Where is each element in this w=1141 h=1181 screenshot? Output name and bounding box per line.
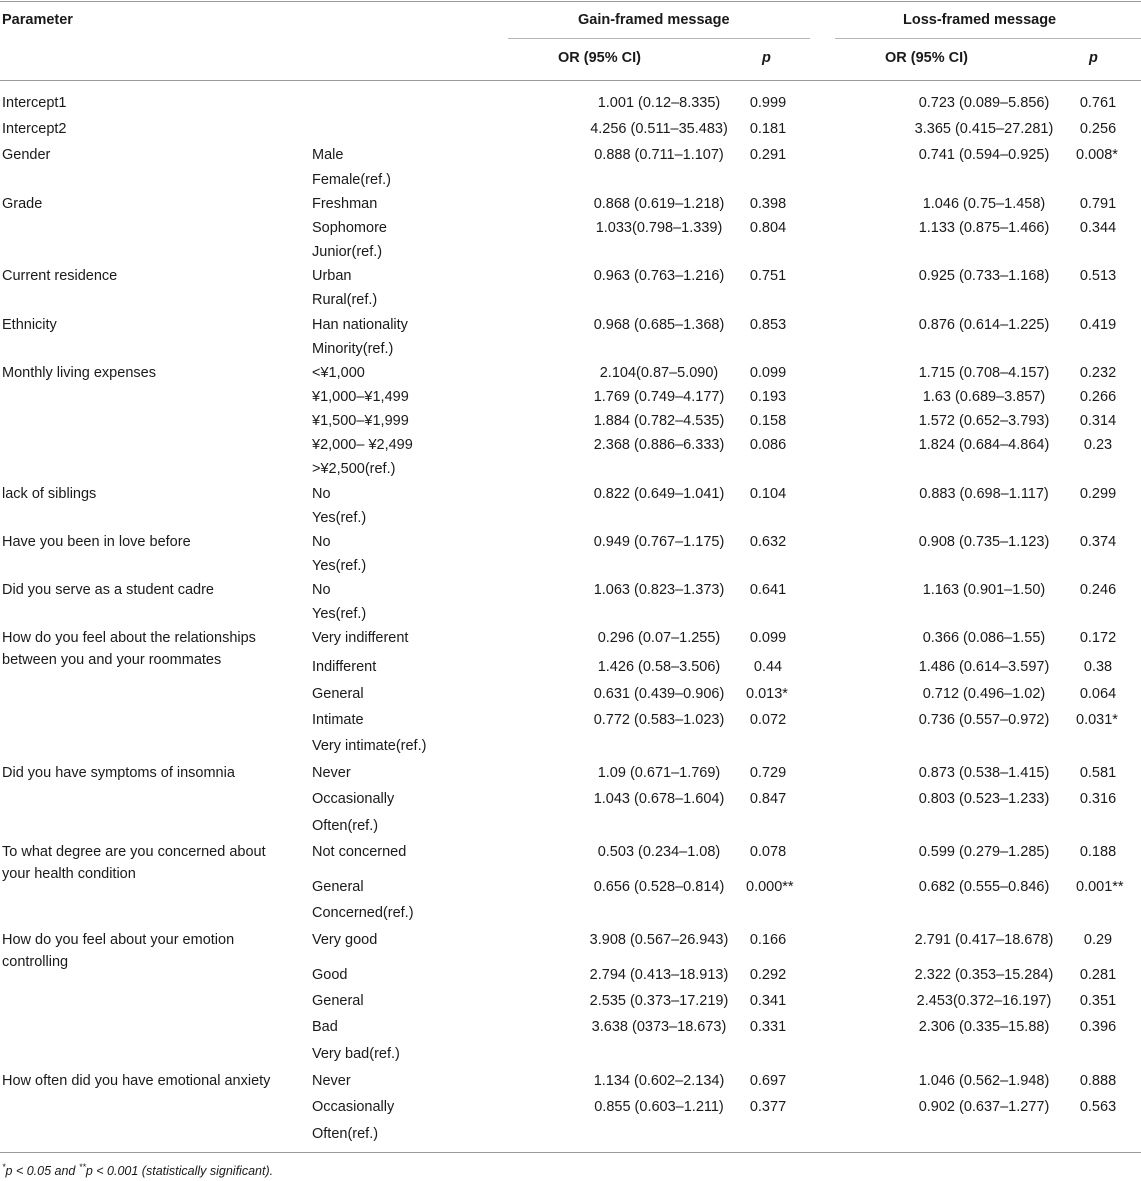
header-gain-framed: Gain-framed message [578, 12, 730, 28]
parameter-cell: your health condition [2, 866, 136, 882]
loss-p-cell: 0.064 [1079, 686, 1117, 702]
loss-p-cell: 0.29 [1083, 932, 1113, 948]
loss-p-cell: 0.299 [1079, 486, 1117, 502]
gain-or-cell: 0.963 (0.763–1.216) [593, 268, 725, 284]
gain-p-cell: 0.166 [749, 932, 787, 948]
parameter-cell: Did you serve as a student cadre [2, 582, 214, 598]
level-cell: Freshman [312, 196, 378, 212]
gain-p-cell: 0.377 [749, 1099, 787, 1115]
gain-p-cell: 0.104 [749, 486, 787, 502]
loss-or-cell: 0.883 (0.698–1.117) [919, 486, 1049, 502]
gain-p-cell: 0.853 [749, 317, 787, 333]
level-cell: Very good [312, 932, 378, 948]
gain-or-cell: 0.656 (0.528–0.814) [593, 879, 725, 895]
loss-or-cell: 0.902 (0.637–1.277) [918, 1099, 1050, 1115]
gain-p-cell: 0.341 [749, 993, 787, 1009]
loss-or-cell: 0.908 (0.735–1.123) [918, 534, 1050, 550]
gain-p-cell: 0.331 [749, 1019, 787, 1035]
loss-p-cell: 0.581 [1079, 765, 1117, 781]
loss-p-cell: 0.256 [1079, 121, 1117, 137]
gain-or-cell: 0.855 (0.603–1.211) [594, 1099, 724, 1115]
gain-or-cell: 4.256 (0.511–35.483) [590, 121, 728, 137]
gain-p-cell: 0.000** [746, 879, 794, 895]
level-cell: Yes(ref.) [312, 558, 367, 574]
loss-or-cell: 0.599 (0.279–1.285) [918, 844, 1050, 860]
gain-p-cell: 0.641 [749, 582, 787, 598]
table-top-rule [0, 1, 1141, 2]
header-gain-or: OR (95% CI) [558, 50, 641, 66]
gain-p-cell: 0.078 [749, 844, 787, 860]
loss-or-cell: 2.322 (0.353–15.284) [914, 967, 1054, 983]
header-bottom-rule [0, 80, 1141, 81]
parameter-cell: To what degree are you concerned about [2, 844, 266, 860]
loss-p-cell: 0.246 [1079, 582, 1117, 598]
loss-or-cell: 3.365 (0.415–27.281) [914, 121, 1054, 137]
gain-p-cell: 0.291 [749, 147, 787, 163]
parameter-cell: controlling [2, 954, 69, 970]
parameter-cell: Have you been in love before [2, 534, 191, 550]
footnote-text-2: p < 0.001 (statistically significant). [85, 1164, 274, 1179]
gain-p-cell: 0.751 [749, 268, 787, 284]
gain-p-cell: 0.999 [749, 95, 787, 111]
level-cell: No [312, 486, 331, 502]
gain-or-cell: 1.134 (0.602–2.134) [593, 1073, 725, 1089]
level-cell: Good [312, 967, 348, 983]
gain-or-cell: 0.772 (0.583–1.023) [593, 712, 725, 728]
gain-or-cell: 1.09 (0.671–1.769) [597, 765, 721, 781]
level-cell: ¥1,500–¥1,999 [312, 413, 409, 429]
gain-p-cell: 0.632 [749, 534, 787, 550]
gain-or-cell: 1.769 (0.749–4.177) [593, 389, 725, 405]
footnote-star-double: ** [78, 1162, 86, 1172]
level-cell: General [312, 686, 364, 702]
loss-or-cell: 0.803 (0.523–1.233) [918, 791, 1050, 807]
gain-or-cell: 0.503 (0.234–1.08) [597, 844, 721, 860]
header-loss-framed: Loss-framed message [903, 12, 1057, 28]
footnote-text-1: p < 0.05 and [5, 1164, 79, 1179]
gain-or-cell: 0.822 (0.649–1.041) [593, 486, 725, 502]
loss-p-cell: 0.008* [1076, 147, 1118, 163]
loss-or-cell: 1.046 (0.75–1.458) [922, 196, 1046, 212]
gain-or-cell: 2.794 (0.413–18.913) [589, 967, 729, 983]
gain-or-cell: 1.884 (0.782–4.535) [593, 413, 725, 429]
loss-or-cell: 1.163 (0.901–1.50) [922, 582, 1046, 598]
loss-or-cell: 1.133 (0.875–1.466) [918, 220, 1050, 236]
level-cell: Occasionally [312, 791, 395, 807]
loss-p-cell: 0.031* [1076, 712, 1118, 728]
gain-or-cell: 0.888 (0.711–1.107) [594, 147, 724, 163]
parameter-cell: Current residence [2, 268, 118, 284]
gain-or-cell: 1.063 (0.823–1.373) [593, 582, 725, 598]
gain-p-cell: 0.804 [749, 220, 787, 236]
loss-p-cell: 0.374 [1079, 534, 1117, 550]
loss-p-cell: 0.351 [1079, 993, 1117, 1009]
gain-p-cell: 0.099 [749, 365, 787, 381]
loss-p-cell: 0.188 [1079, 844, 1117, 860]
loss-or-cell: 0.925 (0.733–1.168) [918, 268, 1050, 284]
level-cell: General [312, 879, 364, 895]
header-loss-p: p [1089, 50, 1098, 66]
loss-p-cell: 0.888 [1079, 1073, 1117, 1089]
level-cell: Never [312, 1073, 351, 1089]
loss-p-cell: 0.396 [1079, 1019, 1117, 1035]
loss-p-cell: 0.001** [1076, 879, 1124, 895]
gain-p-cell: 0.099 [749, 630, 787, 646]
level-cell: ¥1,000–¥1,499 [312, 389, 409, 405]
table-bottom-rule [0, 1152, 1141, 1153]
level-cell: Minority(ref.) [312, 341, 394, 357]
gain-or-cell: 0.949 (0.767–1.175) [593, 534, 725, 550]
header-parameter: Parameter [2, 12, 73, 28]
parameter-cell: How do you feel about the relationships [2, 630, 256, 646]
loss-p-cell: 0.38 [1083, 659, 1113, 675]
loss-or-cell: 0.712 (0.496–1.02) [922, 686, 1046, 702]
gain-p-cell: 0.072 [749, 712, 787, 728]
loss-p-cell: 0.314 [1079, 413, 1117, 429]
level-cell: Occasionally [312, 1099, 395, 1115]
gain-or-cell: 1.001 (0.12–8.335) [597, 95, 721, 111]
level-cell: General [312, 993, 364, 1009]
parameter-cell: Ethnicity [2, 317, 57, 333]
parameter-cell: Grade [2, 196, 43, 212]
level-cell: Very intimate(ref.) [312, 738, 427, 754]
parameter-cell: How do you feel about your emotion [2, 932, 235, 948]
level-cell: Often(ref.) [312, 1126, 379, 1142]
loss-or-cell: 1.715 (0.708–4.157) [918, 365, 1050, 381]
loss-or-cell: 1.824 (0.684–4.864) [918, 437, 1050, 453]
gain-or-cell: 2.368 (0.886–6.333) [593, 437, 725, 453]
loss-or-cell: 1.572 (0.652–3.793) [918, 413, 1050, 429]
gain-or-cell: 0.296 (0.07–1.255) [597, 630, 721, 646]
loss-p-cell: 0.344 [1079, 220, 1117, 236]
header-gain-p: p [762, 50, 771, 66]
gain-p-cell: 0.181 [749, 121, 787, 137]
loss-or-cell: 2.791 (0.417–18.678) [914, 932, 1054, 948]
parameter-cell: How often did you have emotional anxiety [2, 1073, 271, 1089]
parameter-cell: lack of siblings [2, 486, 97, 502]
level-cell: Often(ref.) [312, 818, 379, 834]
loss-or-cell: 0.723 (0.089–5.856) [918, 95, 1050, 111]
gain-p-cell: 0.44 [753, 659, 783, 675]
gain-or-cell: 3.638 (0373–18.673) [591, 1019, 727, 1035]
parameter-cell: between you and your roommates [2, 652, 222, 668]
loss-p-cell: 0.419 [1079, 317, 1117, 333]
level-cell: Junior(ref.) [312, 244, 383, 260]
level-cell: Yes(ref.) [312, 510, 367, 526]
gain-p-cell: 0.729 [749, 765, 787, 781]
level-cell: Yes(ref.) [312, 606, 367, 622]
loss-or-cell: 1.63 (0.689–3.857) [922, 389, 1046, 405]
parameter-cell: Monthly living expenses [2, 365, 156, 381]
parameter-cell: Gender [2, 147, 51, 163]
gain-or-cell: 0.868 (0.619–1.218) [593, 196, 725, 212]
gain-p-cell: 0.292 [749, 967, 787, 983]
level-cell: Concerned(ref.) [312, 905, 414, 921]
level-cell: No [312, 582, 331, 598]
loss-or-cell: 0.873 (0.538–1.415) [918, 765, 1050, 781]
level-cell: >¥2,500(ref.) [312, 461, 396, 477]
level-cell: ¥2,000– ¥2,499 [312, 437, 413, 453]
parameter-cell: Intercept2 [2, 121, 67, 137]
level-cell: No [312, 534, 331, 550]
loss-or-cell: 1.046 (0.562–1.948) [918, 1073, 1050, 1089]
gain-or-cell: 1.033(0.798–1.339) [595, 220, 723, 236]
level-cell: Intimate [312, 712, 364, 728]
gain-or-cell: 1.043 (0.678–1.604) [593, 791, 725, 807]
gain-or-cell: 2.535 (0.373–17.219) [589, 993, 729, 1009]
parameter-cell: Did you have symptoms of insomnia [2, 765, 235, 781]
gain-p-cell: 0.158 [749, 413, 787, 429]
gain-p-cell: 0.847 [749, 791, 787, 807]
parameter-cell: Intercept1 [2, 95, 67, 111]
gain-p-cell: 0.398 [749, 196, 787, 212]
gain-or-cell: 0.631 (0.439–0.906) [593, 686, 725, 702]
header-loss-or: OR (95% CI) [885, 50, 968, 66]
gain-group-rule [508, 38, 810, 39]
loss-p-cell: 0.266 [1079, 389, 1117, 405]
footnote [2, 1162, 273, 1178]
loss-p-cell: 0.172 [1079, 630, 1117, 646]
level-cell: Female(ref.) [312, 172, 391, 188]
loss-p-cell: 0.791 [1079, 196, 1117, 212]
loss-or-cell: 0.736 (0.557–0.972) [918, 712, 1050, 728]
loss-p-cell: 0.563 [1079, 1099, 1117, 1115]
loss-p-cell: 0.316 [1079, 791, 1117, 807]
loss-or-cell: 2.306 (0.335–15.88) [918, 1019, 1050, 1035]
loss-group-rule [835, 38, 1141, 39]
footnote-star-single: * [2, 1162, 6, 1172]
loss-or-cell: 0.366 (0.086–1.55) [922, 630, 1046, 646]
level-cell: Not concerned [312, 844, 407, 860]
level-cell: Male [312, 147, 344, 163]
gain-p-cell: 0.193 [749, 389, 787, 405]
loss-p-cell: 0.23 [1083, 437, 1113, 453]
level-cell: Very bad(ref.) [312, 1046, 400, 1062]
loss-or-cell: 0.741 (0.594–0.925) [918, 147, 1050, 163]
loss-p-cell: 0.281 [1079, 967, 1117, 983]
loss-or-cell: 2.453(0.372–16.197) [916, 993, 1052, 1009]
loss-or-cell: 0.876 (0.614–1.225) [918, 317, 1050, 333]
loss-p-cell: 0.232 [1079, 365, 1117, 381]
gain-or-cell: 2.104(0.87–5.090) [599, 365, 719, 381]
level-cell: Never [312, 765, 351, 781]
gain-or-cell: 0.968 (0.685–1.368) [593, 317, 725, 333]
gain-or-cell: 1.426 (0.58–3.506) [597, 659, 721, 675]
gain-p-cell: 0.086 [749, 437, 787, 453]
level-cell: Rural(ref.) [312, 292, 378, 308]
level-cell: Very indifferent [312, 630, 409, 646]
level-cell: <¥1,000 [312, 365, 365, 381]
loss-or-cell: 1.486 (0.614–3.597) [918, 659, 1050, 675]
gain-p-cell: 0.697 [749, 1073, 787, 1089]
loss-p-cell: 0.513 [1079, 268, 1117, 284]
level-cell: Indifferent [312, 659, 377, 675]
gain-p-cell: 0.013* [746, 686, 788, 702]
level-cell: Han nationality [312, 317, 408, 333]
level-cell: Sophomore [312, 220, 387, 236]
gain-or-cell: 3.908 (0.567–26.943) [589, 932, 729, 948]
level-cell: Bad [312, 1019, 338, 1035]
loss-p-cell: 0.761 [1079, 95, 1117, 111]
level-cell: Urban [312, 268, 352, 284]
loss-or-cell: 0.682 (0.555–0.846) [918, 879, 1050, 895]
